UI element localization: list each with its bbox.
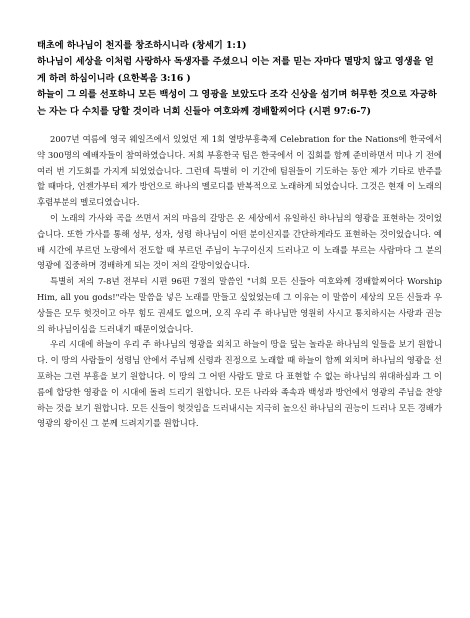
verse-psalm: 하늘이 그 의를 선포하니 모든 백성이 그 영광을 보았도다 조각 신상을 섬기며 허무한 것으로 자긍하는 자는 다 수치를 당할 것이라 너희 신들아 여호와께 경배할찌어다 (시편 97:6-7) (37, 89, 437, 117)
verse-genesis: 태초에 하나님이 천지를 창조하시니라 (창세기 1:1) (37, 40, 247, 51)
paragraph-2: 이 노래의 가사와 곡을 쓰면서 저의 마음의 갈망은 온 세상에서 유일하신 하나님의 영광을 표현하는 것이었습니다. 또한 가사를 통해 성부, 성자, 성령 하나님이 어떤 분이신지를 간단하게라도 표현하는 것이었습니다. 예배 시간에 부르던 노랑에서 전도할 때 부르던 주님이 누구이신지 드러나고 이 노래를 부르는 사람마다 그 분의 영광에 집중하며 경배하게 되는 것이 저의 갈망이었습니다. (37, 212, 442, 271)
scripture-verses (37, 38, 442, 120)
paragraph-4: 우리 시대에 하늘이 우리 주 하나님의 영광을 외치고 하늘이 땅을 덮는 놀라운 하나님의 일들을 보기 원합니다. 이 땅의 사람들이 성령님 안에서 주님께 신령과 진정으로 노래할 때 하늘이 함께 외치며 하나님의 영광을 선포하는 그런 부흥을 보기 원합니다. 이 땅의 그 어떤 사람도 말로 다 표현할 수 없는 하나님의 위대하심과 그 이름에 합당한 영광을 이 시대에 돌려 드리기 원합니다. 모든 나라와 족속과 백성과 방언에서 영광의 주님을 찬양하는 것을 보기 원합니다. 모든 신들이 헛것임을 드러내시는 지극히 높으신 하나님의 권능이 드러나 모든 경배가 영광의 왕이신 그 분께 드려지기를 원합니다. (37, 339, 442, 429)
paragraph-3: 특별히 저의 7-8년 전부터 시편 96편 7절의 말씀인 "너희 모든 신들아 여호와께 경배할찌어다 Worship Him, all you gods!"라는 말씀을 넣은 노래를 만들고 싶었었는데 그 이유는 이 말씀이 세상의 모든 신들과 우상들은 모두 헛것이고 아무 힘도 권세도 없으며, 오직 우리 주 하나님만 영원히 사시고 통치하시는 사랑과 권능의 하나님이심을 드러내기 때문이었습니다. (37, 276, 442, 334)
paragraph-1: 2007년 여름에 영국 웨일즈에서 있었던 제 1회 열방부흥축제 Celebration for the Nations에 한국에서 약 300명의 예배자들이 참여하였습니다. 저희 부흥한국 팀은 한국에서 이 집회를 함께 준비하면서 미나 기 전에 여러 번 기도회를 가지게 되었었습니다. 그런데 특별히 이 기간에 팀원들이 기도하는 동안 제가 기타로 반주를 할 때마다, 언젠가부터 제가 방언으로 하나의 멜로디를 반복적으로 노래하게 되었습니다. 그것은 현재 이 노래의 후렴부분의 멜로디였습니다. (37, 134, 442, 208)
song-story-body (37, 132, 442, 432)
verse-john: 하나님이 세상을 이처럼 사랑하사 독생자를 주셨으니 이는 저를 믿는 자마다 멸망치 않고 영생을 얻게 하려 하심이니라 (요한복음 3:16 ) (37, 56, 434, 84)
